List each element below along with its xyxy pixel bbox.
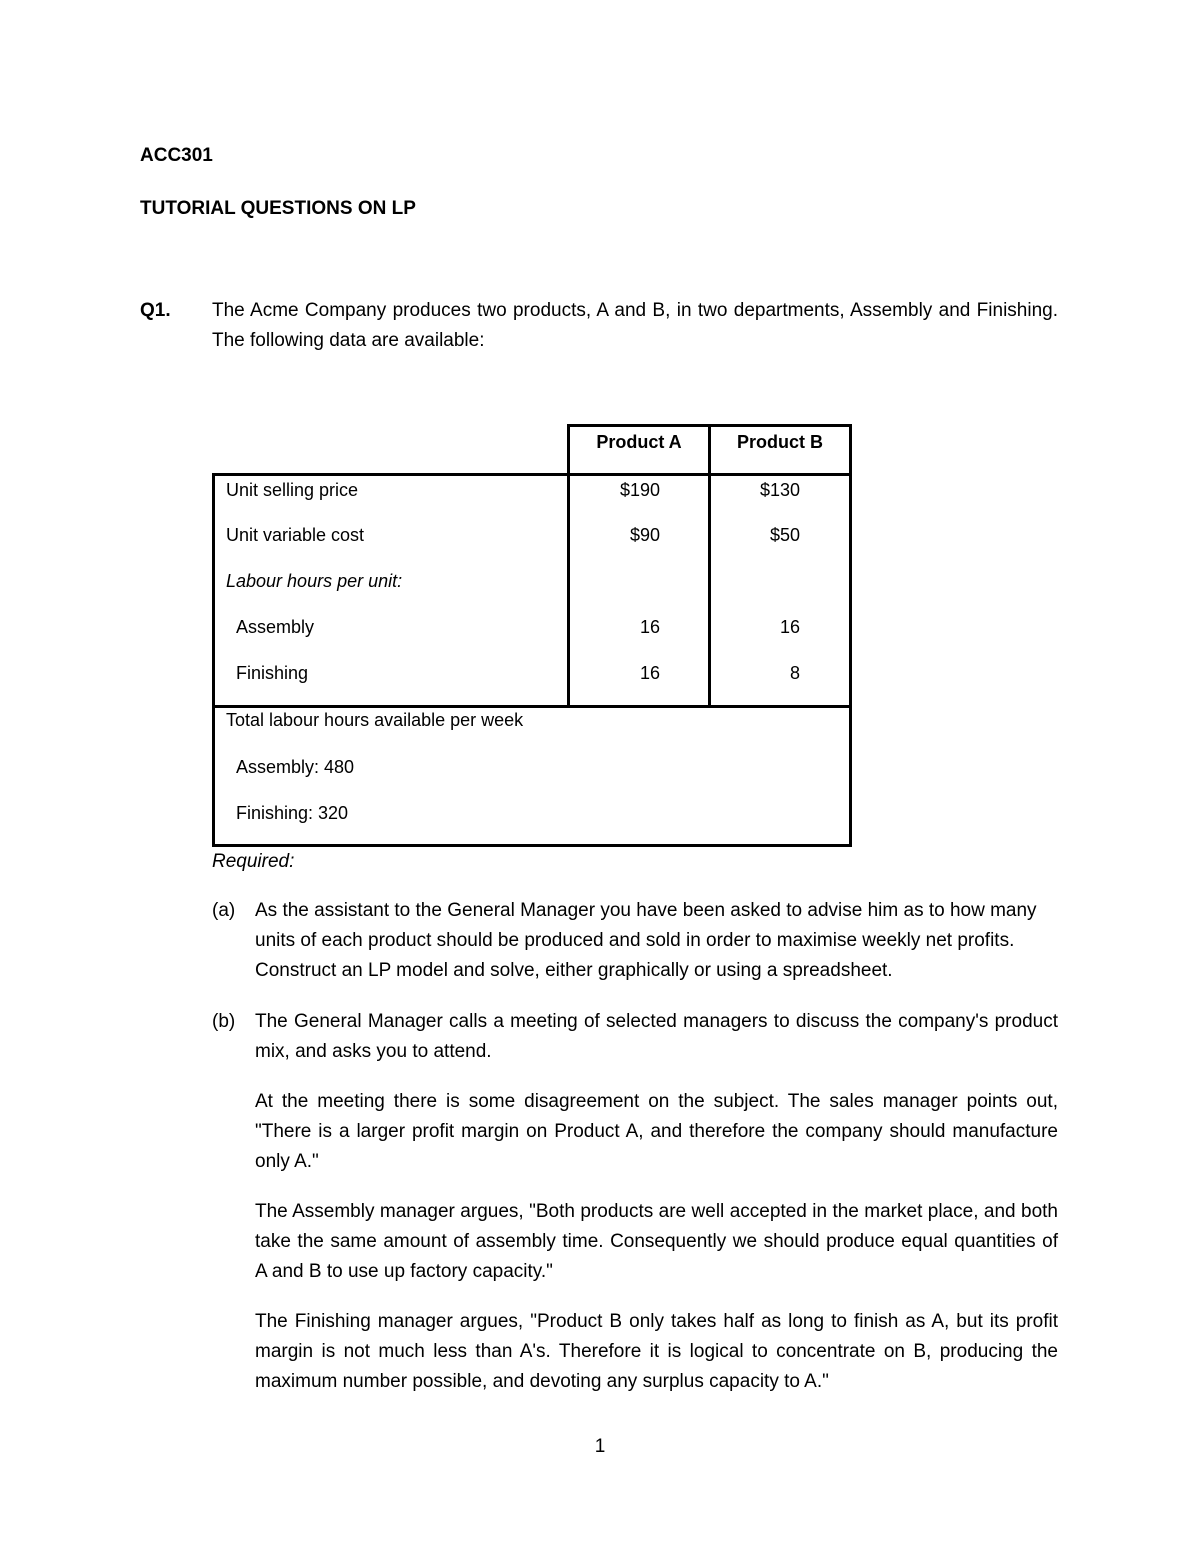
column-header-product-a: Product A — [596, 432, 682, 452]
paragraph-finishing-manager: The Finishing manager argues, "Product B only takes half as long to finish as A, but its profit margin is not much less than A's. Therefore it is logical to concentrate on B, producing the maximum number possible, and devoting any surplus capacity to A." — [255, 1311, 1058, 1392]
product-a-assembly-hours: 16 — [639, 617, 660, 637]
product-b-finishing-hours: 8 — [789, 663, 800, 683]
total-assembly-hours: Assembly: 480 — [236, 757, 355, 777]
part-a-text: As the assistant to the General Manager you have been asked to advise him as to how many units of each product should be produced and sold in order to maximise weekly net profits. Construct an LP model and solve, either graphically or using a spreadsheet. — [255, 900, 1037, 981]
row-label-selling-price: Unit selling price — [226, 480, 359, 500]
product-b-selling-price: $130 — [759, 480, 800, 500]
row-label-labour-hours: Labour hours per unit: — [226, 571, 403, 591]
product-a-variable-cost: $90 — [629, 525, 660, 545]
product-a-finishing-hours: 16 — [639, 663, 660, 683]
page-number: 1 — [594, 1436, 606, 1457]
page-title: TUTORIAL QUESTIONS ON LP — [140, 198, 416, 219]
product-b-variable-cost: $50 — [769, 525, 800, 545]
question-intro: The Acme Company produces two products, A and B, in two departments, Assembly and Finishing. The following data are available: — [212, 300, 1058, 351]
question-label: Q1. — [140, 300, 171, 321]
row-label-assembly: Assembly — [236, 617, 315, 637]
product-a-selling-price: $190 — [619, 480, 660, 500]
product-b-assembly-hours: 16 — [779, 617, 800, 637]
row-label-variable-cost: Unit variable cost — [226, 525, 365, 545]
row-label-finishing: Finishing — [236, 663, 309, 683]
total-hours-title: Total labour hours available per week — [226, 710, 524, 730]
required-label: Required: — [212, 851, 295, 872]
total-finishing-hours: Finishing: 320 — [236, 803, 349, 823]
paragraph-sales-manager: At the meeting there is some disagreement on the subject. The sales manager points out, "There is a larger profit margin on Product A, and therefore the company should manufacture only A." — [255, 1091, 1058, 1172]
part-b-label: (b) — [212, 1011, 236, 1032]
part-b-text: The General Manager calls a meeting of selected managers to discuss the company's product mix, and asks you to attend. — [255, 1011, 1058, 1062]
course-code: ACC301 — [140, 145, 213, 166]
paragraph-assembly-manager: The Assembly manager argues, "Both products are well accepted in the market place, and both take the same amount of assembly time. Consequently we should produce equal quantities of A and B to use up factory capacity." — [255, 1201, 1058, 1282]
part-a-label: (a) — [212, 900, 236, 921]
column-header-product-b: Product B — [736, 432, 823, 452]
